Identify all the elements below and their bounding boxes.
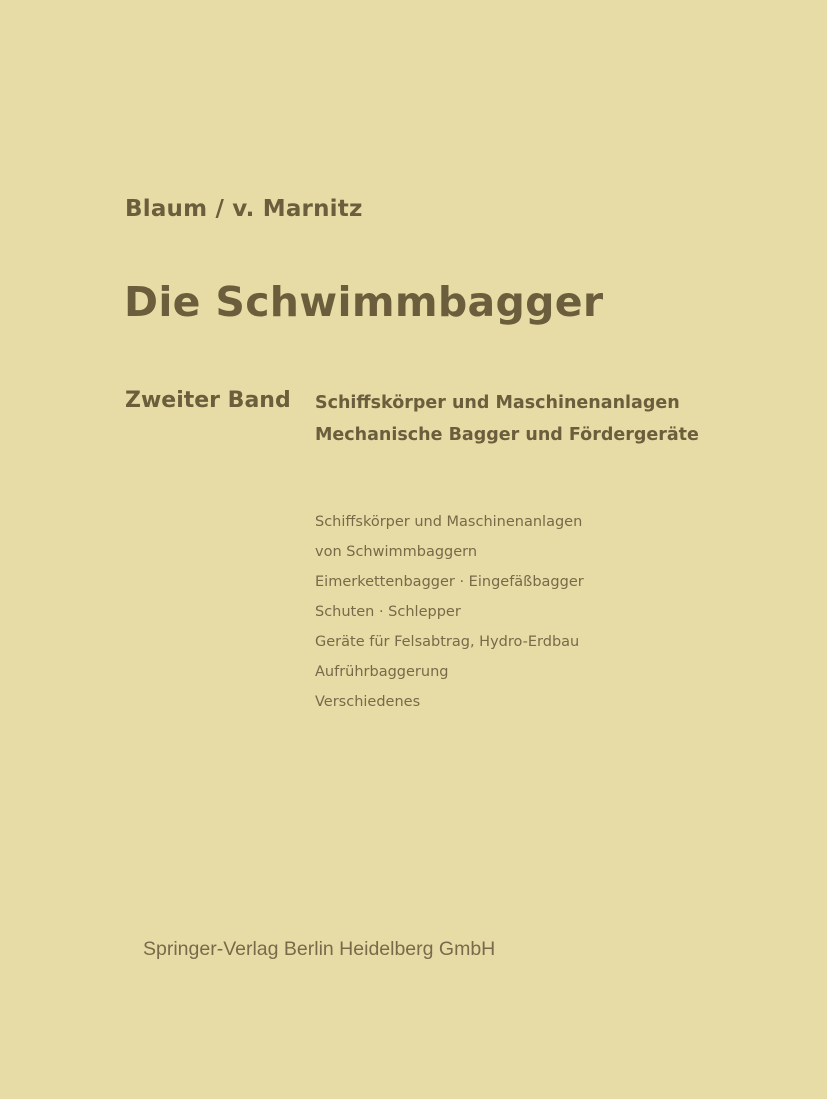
contents-item: Eimerkettenbagger · Eingefäßbagger bbox=[315, 574, 584, 590]
book-title: Die Schwimmbagger bbox=[124, 278, 604, 326]
contents-item: Schiffskörper und Maschinenanlagen bbox=[315, 514, 583, 530]
contents-item: von Schwimmbaggern bbox=[315, 544, 478, 560]
contents-list bbox=[315, 507, 584, 717]
subtitle-line: Schiffskörper und Maschinenanlagen bbox=[315, 393, 680, 413]
contents-item: Schuten · Schlepper bbox=[315, 604, 461, 620]
publisher: Springer-Verlag Berlin Heidelberg GmbH bbox=[143, 938, 496, 960]
authors: Blaum / v. Marnitz bbox=[125, 196, 363, 222]
contents-item: Geräte für Felsabtrag, Hydro-Erdbau bbox=[315, 634, 580, 650]
volume-label: Zweiter Band bbox=[125, 388, 291, 413]
contents-item: Verschiedenes bbox=[315, 694, 421, 710]
subtitle-line: Mechanische Bagger und Fördergeräte bbox=[315, 425, 699, 445]
contents-item: Aufrührbaggerung bbox=[315, 664, 449, 680]
